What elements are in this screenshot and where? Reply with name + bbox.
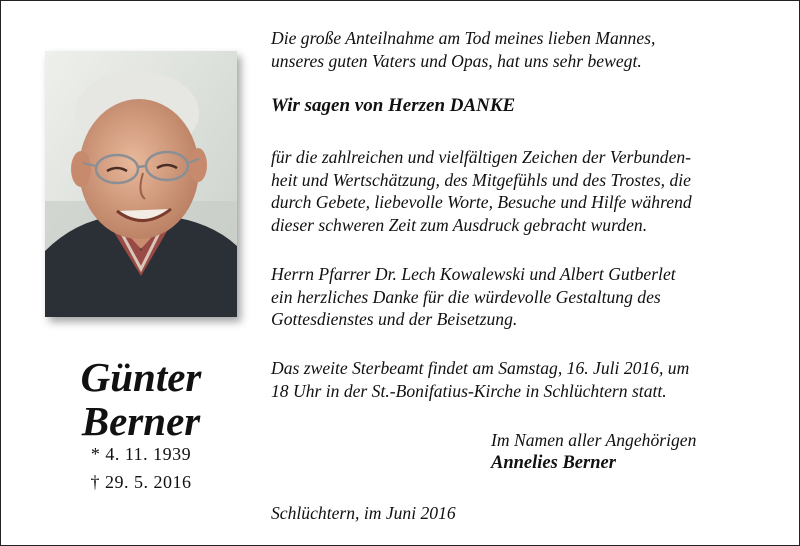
thanks-line: heit und Wertschätzung, des Mitgefühls und des Trostes, die [271,169,691,190]
clergy-line: Gottesdienstes und der Beisetzung. [271,309,518,329]
clergy-paragraph [271,263,771,331]
thanks-paragraph [271,146,771,236]
intro-line: Die große Anteilnahme am Tod meines lieben Mannes, [271,28,656,48]
thanks-line: dieser schweren Zeit zum Ausdruck gebracht wurden. [271,214,648,235]
birth-date: * 4. 11. 1939 [90,444,192,464]
intro-line: unseres guten Vaters und Opas, hat uns sehr bewegt. [271,50,642,71]
mass-line: 18 Uhr in der St.-Bonifatius-Kirche in Schlüchtern statt. [271,380,667,401]
thanks-line: durch Gebete, liebevolle Worte, Besuche und Hilfe während [271,192,692,212]
mass-line: Das zweite Sterbeamt findet am Samstag, 16. Juli 2016, um [271,358,690,378]
thanks-line: für die zahlreichen und vielfältigen Zeichen der Verbunden- [271,147,692,167]
first-name: Günter [80,354,202,400]
signature-name: Annelies Berner [491,453,616,473]
last-name: Berner [81,398,201,444]
thanks-heading: Wir sagen von Herzen DANKE [271,95,516,116]
clergy-line: ein herzliches Danke für die würdevolle Gestaltung des [271,286,661,307]
death-date: † 29. 5. 2016 [90,472,192,492]
mass-paragraph [271,357,771,402]
clergy-line: Herrn Pfarrer Dr. Lech Kowalewski und Albert Gutberlet [271,264,676,284]
place-date: Schlüchtern, im Juni 2016 [271,503,456,523]
intro-paragraph [271,27,771,72]
signature-intro: Im Namen aller Angehörigen [491,430,697,450]
portrait-photo [45,51,237,317]
